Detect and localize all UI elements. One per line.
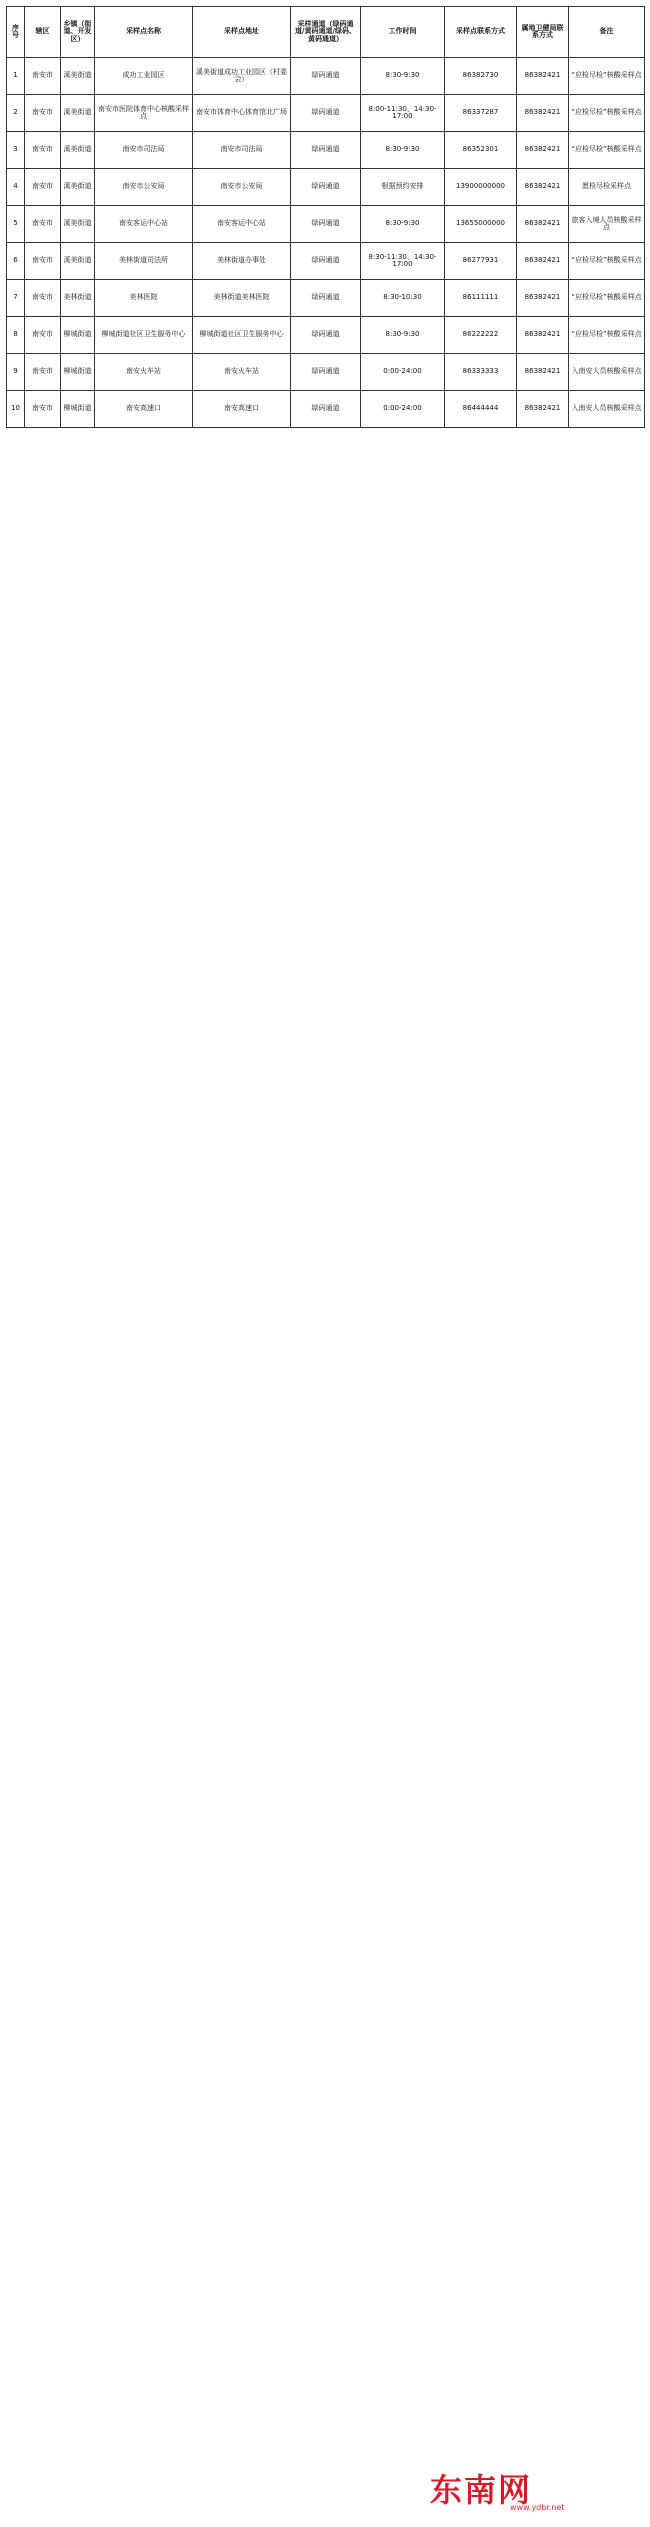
cell-hq-phone: 86382421 [517, 243, 569, 280]
cell-phone: 86352301 [445, 132, 517, 169]
cell-no: 6 [7, 243, 25, 280]
cell-address: 南安客运中心站 [193, 206, 291, 243]
header-district: 辖区 [25, 7, 61, 58]
cell-hours: 8:30-9:30 [361, 317, 445, 354]
cell-hours: 8:30-9:30 [361, 58, 445, 95]
table-row [7, 354, 645, 391]
cell-phone: 86382730 [445, 58, 517, 95]
cell-channel: 绿码通道 [291, 58, 361, 95]
cell-hq-phone: 86382421 [517, 206, 569, 243]
table-row [7, 95, 645, 132]
cell-town: 柳城街道 [61, 391, 95, 428]
cell-town: 溪美街道 [61, 95, 95, 132]
cell-channel: 绿码通道 [291, 243, 361, 280]
cell-note: “应检尽检”核酸采样点 [569, 243, 645, 280]
cell-no: 10 [7, 391, 25, 428]
cell-hours: 0:00-24:00 [361, 354, 445, 391]
cell-no: 5 [7, 206, 25, 243]
cell-district: 南安市 [25, 317, 61, 354]
cell-hours: 根据预约安排 [361, 169, 445, 206]
table-row [7, 243, 645, 280]
header-hours: 工作时间 [361, 7, 445, 58]
cell-hq-phone: 86382421 [517, 354, 569, 391]
cell-no: 8 [7, 317, 25, 354]
cell-district: 南安市 [25, 280, 61, 317]
cell-hours: 8:30-10:30 [361, 280, 445, 317]
cell-phone: 86111111 [445, 280, 517, 317]
cell-hours: 8:30-9:30 [361, 206, 445, 243]
cell-phone: 86222222 [445, 317, 517, 354]
cell-hours: 8:30-9:30 [361, 132, 445, 169]
cell-town: 溪美街道 [61, 206, 95, 243]
cell-site-name: 美林医院 [95, 280, 193, 317]
cell-no: 9 [7, 354, 25, 391]
cell-address: 美林街道办事处 [193, 243, 291, 280]
sampling-sites-table [6, 6, 645, 428]
cell-address: 南安高速口 [193, 391, 291, 428]
cell-hq-phone: 86382421 [517, 169, 569, 206]
cell-phone: 86337287 [445, 95, 517, 132]
cell-address: 美林街道美林医院 [193, 280, 291, 317]
cell-site-name: 柳城街道社区卫生服务中心 [95, 317, 193, 354]
cell-note: “应检尽检”核酸采样点 [569, 317, 645, 354]
table-row [7, 391, 645, 428]
header-no: 序号 [7, 7, 25, 58]
cell-site-name: 美林街道司法所 [95, 243, 193, 280]
cell-hq-phone: 86382421 [517, 95, 569, 132]
cell-note: “应检尽检”核酸采样点 [569, 132, 645, 169]
cell-town: 美林街道 [61, 280, 95, 317]
brand-watermark [430, 2465, 640, 2520]
cell-channel: 绿码通道 [291, 132, 361, 169]
header-town: 乡镇（街道、开发区） [61, 7, 95, 58]
cell-channel: 绿码通道 [291, 280, 361, 317]
table-row [7, 317, 645, 354]
cell-address: 南安市体育中心体育馆北广场 [193, 95, 291, 132]
table-row [7, 58, 645, 95]
cell-hours: 8:00-11:30、14:30-17:00 [361, 95, 445, 132]
cell-channel: 绿码通道 [291, 169, 361, 206]
cell-hours: 8:30-11:30、14:30-17:00 [361, 243, 445, 280]
cell-hq-phone: 86382421 [517, 391, 569, 428]
cell-no: 4 [7, 169, 25, 206]
header-channel: 采样通道（绿码通道/黄码通道/绿码、黄码通道） [291, 7, 361, 58]
cell-district: 南安市 [25, 243, 61, 280]
cell-hq-phone: 86382421 [517, 132, 569, 169]
cell-phone: 13655000000 [445, 206, 517, 243]
cell-town: 柳城街道 [61, 354, 95, 391]
cell-town: 柳城街道 [61, 317, 95, 354]
cell-site-name: 南安市公安局 [95, 169, 193, 206]
cell-district: 南安市 [25, 354, 61, 391]
cell-note: “应检尽检”核酸采样点 [569, 58, 645, 95]
cell-district: 南安市 [25, 169, 61, 206]
cell-phone: 86333333 [445, 354, 517, 391]
cell-note: “应检尽检”核酸采样点 [569, 280, 645, 317]
cell-phone: 86277931 [445, 243, 517, 280]
cell-note: 旅客入境人员核酸采样点 [569, 206, 645, 243]
cell-district: 南安市 [25, 391, 61, 428]
cell-district: 南安市 [25, 206, 61, 243]
watermark-url: www.ydbr.net [510, 2503, 565, 2512]
cell-town: 溪美街道 [61, 58, 95, 95]
table-header [7, 7, 645, 58]
header-phone: 采样点联系方式 [445, 7, 517, 58]
table-row [7, 206, 645, 243]
table-row [7, 132, 645, 169]
cell-hours: 0:00-24:00 [361, 391, 445, 428]
cell-address: 南安市公安局 [193, 169, 291, 206]
cell-site-name: 南安高速口 [95, 391, 193, 428]
cell-note: 入南安人员核酸采样点 [569, 354, 645, 391]
cell-site-name: 南安市医院体育中心核酸采样点 [95, 95, 193, 132]
cell-hq-phone: 86382421 [517, 280, 569, 317]
cell-hq-phone: 86382421 [517, 58, 569, 95]
cell-site-name: 南安客运中心站 [95, 206, 193, 243]
cell-address: 南安火车站 [193, 354, 291, 391]
cell-district: 南安市 [25, 132, 61, 169]
cell-phone: 13900000000 [445, 169, 517, 206]
table-body [7, 58, 645, 428]
cell-note: “应检尽检”核酸采样点 [569, 95, 645, 132]
cell-no: 3 [7, 132, 25, 169]
cell-address: 柳城街道社区卫生服务中心 [193, 317, 291, 354]
cell-no: 2 [7, 95, 25, 132]
cell-channel: 绿码通道 [291, 391, 361, 428]
cell-town: 溪美街道 [61, 169, 95, 206]
cell-site-name: 成功工业园区 [95, 58, 193, 95]
cell-town: 溪美街道 [61, 243, 95, 280]
cell-district: 南安市 [25, 58, 61, 95]
cell-site-name: 南安市司法局 [95, 132, 193, 169]
header-note: 备注 [569, 7, 645, 58]
cell-hq-phone: 86382421 [517, 317, 569, 354]
header-site-name: 采样点名称 [95, 7, 193, 58]
cell-address: 南安市司法局 [193, 132, 291, 169]
cell-site-name: 南安火车站 [95, 354, 193, 391]
cell-note: 入南安人员核酸采样点 [569, 391, 645, 428]
cell-note: 愿检尽检采样点 [569, 169, 645, 206]
table-row [7, 169, 645, 206]
cell-no: 7 [7, 280, 25, 317]
header-hq-phone: 属地卫健局联系方式 [517, 7, 569, 58]
header-address: 采样点地址 [193, 7, 291, 58]
watermark-brand: 东南网 [430, 2471, 533, 2509]
cell-channel: 绿码通道 [291, 95, 361, 132]
cell-channel: 绿码通道 [291, 354, 361, 391]
cell-no: 1 [7, 58, 25, 95]
cell-town: 溪美街道 [61, 132, 95, 169]
cell-channel: 绿码通道 [291, 206, 361, 243]
cell-district: 南安市 [25, 95, 61, 132]
table-row [7, 280, 645, 317]
cell-phone: 86444444 [445, 391, 517, 428]
cell-channel: 绿码通道 [291, 317, 361, 354]
cell-address: 溪美街道成功工业园区（村委会） [193, 58, 291, 95]
